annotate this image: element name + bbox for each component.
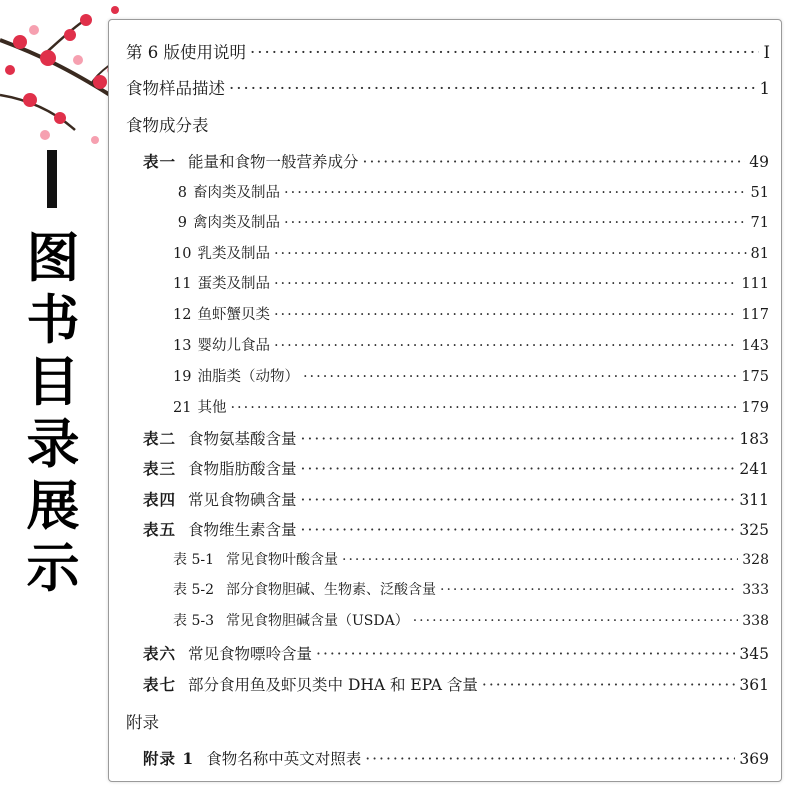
toc-entry-label: 部分食用鱼及虾贝类中 DHA 和 EPA 含量 <box>188 676 478 694</box>
toc-dot-leader <box>342 552 738 568</box>
toc-entry-number: 10 <box>173 246 192 262</box>
toc-dot-leader <box>274 338 737 354</box>
toc-page-number: 179 <box>741 400 769 416</box>
toc-dot-leader <box>365 750 735 768</box>
toc-dot-leader <box>301 491 736 509</box>
toc-entry <box>173 303 769 324</box>
side-banner-title <box>22 228 84 600</box>
toc-entry-number: 表三 <box>143 459 177 478</box>
toc-dot-leader <box>274 307 737 323</box>
side-title-char: 展 <box>26 476 80 537</box>
toc-entry-number: 13 <box>173 338 192 354</box>
toc-dot-leader <box>250 43 759 62</box>
toc-entry <box>173 396 769 417</box>
toc-dot-leader <box>316 645 735 663</box>
side-accent-bar <box>47 150 57 208</box>
side-title-char: 录 <box>26 414 80 475</box>
toc-entry <box>173 334 769 355</box>
toc-entry-label: 能量和食物一般营养成分 <box>188 153 359 171</box>
toc-dot-leader <box>301 460 736 478</box>
toc-entry-label: 常见食物碘含量 <box>188 491 297 509</box>
toc-page-number: 345 <box>739 645 769 663</box>
toc-dot-leader <box>482 676 736 694</box>
toc-entry-label: 食物脂肪酸含量 <box>188 460 297 478</box>
toc-page-number: 369 <box>739 750 769 768</box>
toc-dot-leader <box>440 582 738 598</box>
toc-entry <box>126 75 770 99</box>
toc-page-number: 325 <box>739 521 769 539</box>
toc-entry <box>143 642 769 664</box>
toc-page-number: 183 <box>739 430 769 448</box>
toc-page-number: I <box>763 43 770 62</box>
toc-dot-leader <box>301 521 736 539</box>
toc-entry-number: 表二 <box>143 429 177 448</box>
toc-entry-label: 食物名称中英文对照表 <box>206 750 362 768</box>
toc-entry-label: 鱼虾蟹贝类 <box>197 307 270 323</box>
toc-entry-label: 禽肉类及制品 <box>193 215 280 231</box>
toc-page <box>108 19 782 782</box>
toc-page-number: 175 <box>741 369 769 385</box>
toc-entry-label: 婴幼儿食品 <box>197 338 270 354</box>
toc-page-number: 338 <box>742 613 769 629</box>
side-title-char: 目 <box>26 352 80 413</box>
toc-entry <box>143 150 769 172</box>
toc-dot-leader <box>303 369 737 385</box>
toc-page-number: 328 <box>742 552 769 568</box>
toc-dot-leader <box>284 185 747 201</box>
toc-entry-label: 畜肉类及制品 <box>193 185 280 201</box>
toc-entry <box>173 272 769 293</box>
toc-entry <box>126 709 159 733</box>
toc-page-number: 1 <box>759 79 770 98</box>
toc-entry-label: 食物氨基酸含量 <box>188 430 297 448</box>
toc-dot-leader <box>284 215 747 231</box>
toc-entry <box>173 242 769 263</box>
toc-entry-label: 油脂类（动物） <box>197 369 299 385</box>
toc-entry <box>173 549 769 569</box>
toc-entry-label: 常见食物胆碱含量（USDA） <box>226 613 409 629</box>
toc-entry-number: 表六 <box>143 644 177 663</box>
toc-page-number: 311 <box>739 491 769 509</box>
toc-entry <box>143 427 769 449</box>
toc-entry-number: 表四 <box>143 490 177 509</box>
side-title-char: 示 <box>26 538 80 599</box>
toc-entry-number: 表 5-3 <box>173 613 214 629</box>
toc-page-number: 71 <box>750 215 769 231</box>
toc-entry-number: 8 <box>177 185 187 201</box>
toc-entry-number: 表五 <box>143 520 177 539</box>
toc-entry-label: 常见食物嘌呤含量 <box>188 645 313 663</box>
toc-page-number: 333 <box>742 582 769 598</box>
toc-dot-leader <box>301 430 736 448</box>
toc-entry <box>173 610 769 630</box>
toc-entry <box>173 579 769 599</box>
toc-entry <box>143 747 769 769</box>
toc-entry <box>143 518 769 540</box>
toc-page-number: 49 <box>749 153 769 171</box>
toc-entry-number: 表 5-1 <box>173 552 214 568</box>
toc-page-number: 81 <box>750 246 769 262</box>
toc-dot-leader <box>274 276 737 292</box>
toc-entry-number: 附录 1 <box>143 749 195 768</box>
toc-entry-label: 其他 <box>197 400 227 416</box>
toc-dot-leader <box>229 79 756 98</box>
toc-dot-leader <box>413 613 739 629</box>
toc-entry-number: 表一 <box>143 152 177 171</box>
toc-entry-number: 9 <box>177 215 187 231</box>
toc-entry-label: 蛋类及制品 <box>197 276 270 292</box>
toc-entry-number: 表 5-2 <box>173 582 214 598</box>
toc-entry <box>143 488 769 510</box>
toc-page-number: 117 <box>741 307 769 323</box>
toc-dot-leader <box>230 400 737 416</box>
toc-entry-label: 第 6 版使用说明 <box>126 43 246 62</box>
toc-page-number: 111 <box>741 276 769 292</box>
toc-entry-label: 常见食物叶酸含量 <box>226 552 338 568</box>
toc-entry <box>126 112 209 136</box>
toc-entry-label: 食物样品描述 <box>126 79 225 98</box>
toc-entry-label: 部分食物胆碱、生物素、泛酸含量 <box>226 582 436 598</box>
toc-entry <box>173 365 769 386</box>
toc-entry-label: 食物维生素含量 <box>188 521 297 539</box>
toc-entry <box>126 39 770 63</box>
toc-entry-label: 食物成分表 <box>126 116 209 135</box>
toc-page-number: 361 <box>739 676 769 694</box>
toc-entry <box>173 181 769 202</box>
toc-dot-leader <box>274 246 747 262</box>
toc-entry-number: 11 <box>173 276 192 292</box>
toc-entry <box>143 457 769 479</box>
toc-entry-label: 乳类及制品 <box>197 246 270 262</box>
toc-entry-number: 表七 <box>143 675 177 694</box>
toc-page-number: 143 <box>741 338 769 354</box>
toc-page-number: 51 <box>750 185 769 201</box>
toc-entry <box>173 211 769 232</box>
toc-entry-number: 19 <box>173 369 192 385</box>
toc-entry-number: 12 <box>173 307 192 323</box>
toc-page-number: 241 <box>739 460 769 478</box>
side-title-char: 图 <box>26 228 80 289</box>
toc-entry <box>143 673 769 695</box>
toc-entry-number: 21 <box>173 400 192 416</box>
side-title-char: 书 <box>26 290 80 351</box>
toc-dot-leader <box>363 153 746 171</box>
toc-entry-label: 附录 <box>126 713 159 732</box>
